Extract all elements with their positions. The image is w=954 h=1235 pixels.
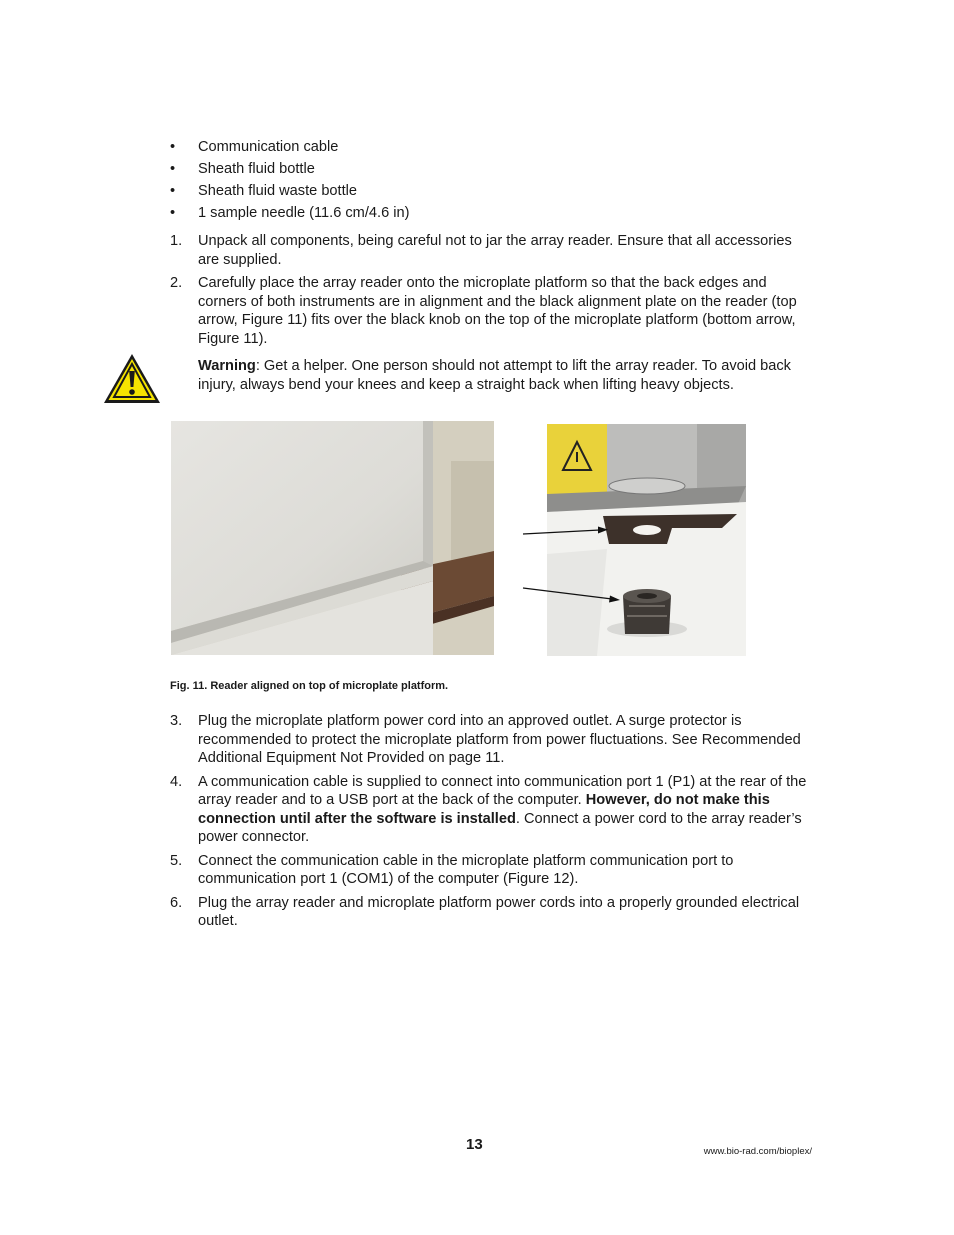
accessory-list bbox=[170, 138, 810, 226]
list-item: • Sheath fluid waste bottle bbox=[170, 183, 358, 199]
step-item: 4. A communication cable is supplied to connect into communication port 1 (P1) at the rear of the array reader and to a USB port at the back of the computer. However, do not make this connection until after the software is installed. Connect a power cord to the array reader’s power connector. bbox=[170, 773, 807, 845]
warning-text: Warning: Get a helper. One person should not attempt to lift the array reader. To avoid back injury, always bend your knees and keep a straight back when lifting heavy objects. bbox=[198, 358, 791, 393]
step-item: 3. Plug the microplate platform power cord into an approved outlet. A surge protector is recommended to protect the microplate platform from power fluctuations. See Recommended Additional Equipment Not Provided on page 11. bbox=[170, 713, 801, 766]
page-number: 13 bbox=[466, 1136, 483, 1153]
warning-label: Warning bbox=[198, 358, 256, 374]
step-item: 6. Plug the array reader and microplate platform power cords into a properly grounded electrical outlet. bbox=[170, 894, 800, 929]
reader-side-photo bbox=[171, 421, 494, 655]
figure-arrows bbox=[518, 520, 628, 610]
list-item: • Communication cable bbox=[170, 139, 339, 155]
step-item: 2. Carefully place the array reader onto the microplate platform so that the back edges and corners of both instruments are in alignment and the black alignment plate on the reader (top arrow, Figure 11) fits over the black knob on the top of the microplate platform (bottom arrow, Figure 11). bbox=[170, 275, 797, 347]
figure-caption: Fig. 11. Reader aligned on top of microplate platform. bbox=[170, 680, 449, 692]
steps-list-second bbox=[170, 712, 815, 936]
list-item: • 1 sample needle (11.6 cm/4.6 in) bbox=[170, 205, 410, 221]
step-item: 5. Connect the communication cable in the microplate platform communication port to communication port 1 (COM1) of the computer (Figure 12). bbox=[170, 852, 734, 887]
list-item: • Sheath fluid bottle bbox=[170, 161, 315, 177]
warning-triangle-icon bbox=[102, 352, 162, 406]
step-item: 1. Unpack all components, being careful not to jar the array reader. Ensure that all accessories are supplied. bbox=[170, 233, 792, 268]
steps-list-first bbox=[170, 232, 815, 353]
footer-url: www.bio-rad.com/bioplex/ bbox=[703, 1146, 812, 1157]
